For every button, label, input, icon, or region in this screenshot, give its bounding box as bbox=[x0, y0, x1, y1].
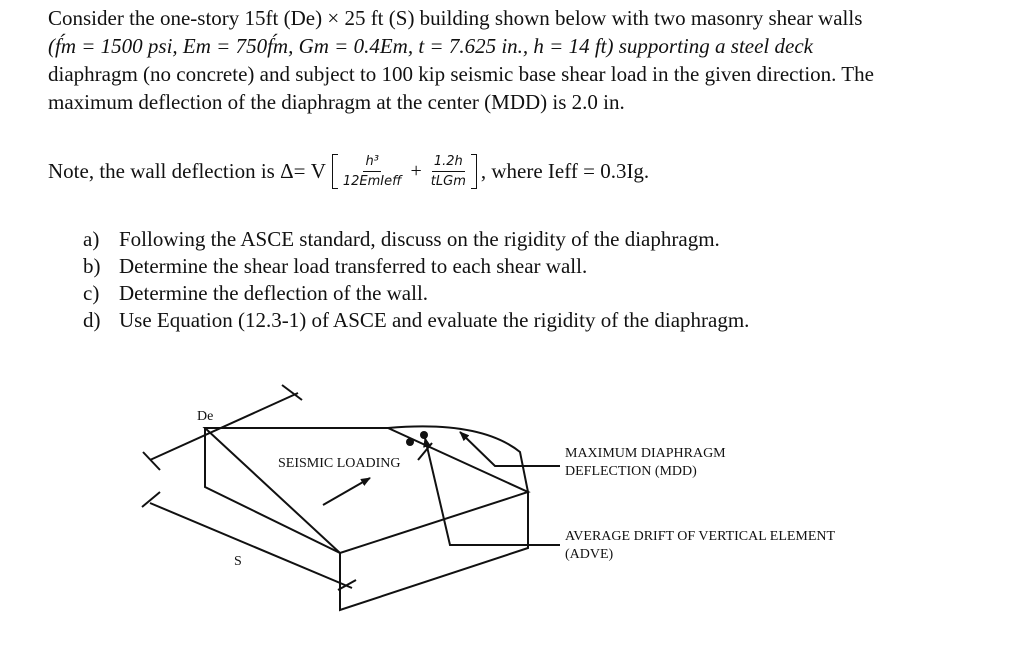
de-tick-right bbox=[282, 385, 302, 400]
problem-line-3: diaphragm (no concrete) and subject to 100 kip seismic base shear load in the given direction. The bbox=[48, 62, 874, 86]
s-label: S bbox=[234, 554, 242, 569]
question-text: Determine the deflection of the wall. bbox=[119, 281, 429, 305]
mdd-label-line-1: MAXIMUM DIAPHRAGM bbox=[565, 446, 726, 461]
adve-label-line-2: (ADVE) bbox=[565, 547, 614, 562]
seismic-loading-label: SEISMIC LOADING bbox=[278, 456, 401, 471]
deflection-point bbox=[420, 431, 428, 439]
question-text: Use Equation (12.3-1) of ASCE and evaluate the rigidity of the diaphragm. bbox=[119, 308, 750, 332]
flexural-denominator: 12EmIeff bbox=[342, 173, 402, 189]
mdd-leader bbox=[460, 432, 560, 466]
question-label: d) bbox=[83, 308, 101, 332]
question-label: b) bbox=[83, 254, 101, 278]
note-suffix: , where Ieff = 0.3Ig. bbox=[480, 158, 650, 183]
problem-line-1: Consider the one-story 15ft (De) × 25 ft (S) building shown below with two masonry shear walls bbox=[48, 6, 863, 30]
question-text: Following the ASCE standard, discuss on the rigidity of the diaphragm. bbox=[119, 227, 720, 251]
problem-line-4: maximum deflection of the diaphragm at the center (MDD) is 2.0 in. bbox=[48, 90, 625, 114]
de-label: De bbox=[197, 409, 214, 424]
box-top-face bbox=[205, 428, 528, 553]
shear-numerator: 1.2h bbox=[432, 154, 465, 172]
s-tick-top bbox=[142, 492, 160, 507]
adve-label-line-1: AVERAGE DRIFT OF VERTICAL ELEMENT bbox=[565, 529, 836, 544]
plus-sign: + bbox=[410, 159, 422, 182]
mdd-label-line-2: DEFLECTION (MDD) bbox=[565, 464, 697, 479]
question-label: a) bbox=[83, 227, 100, 251]
shear-denominator: tLGm bbox=[430, 173, 466, 189]
de-tick-left bbox=[143, 452, 160, 470]
question-text: Determine the shear load transferred to each shear wall. bbox=[119, 254, 588, 278]
note-prefix: Note, the wall deflection is Δ= V bbox=[48, 158, 326, 183]
flexural-numerator: h³ bbox=[363, 154, 380, 172]
question-label: c) bbox=[83, 281, 100, 305]
problem-line-2: (f́m = 1500 psi, Em = 750f́m, Gm = 0.4Em, t = 7.625 in., h = 14 ft) supporting a steel deck bbox=[48, 34, 813, 58]
deflection-point bbox=[406, 438, 414, 446]
